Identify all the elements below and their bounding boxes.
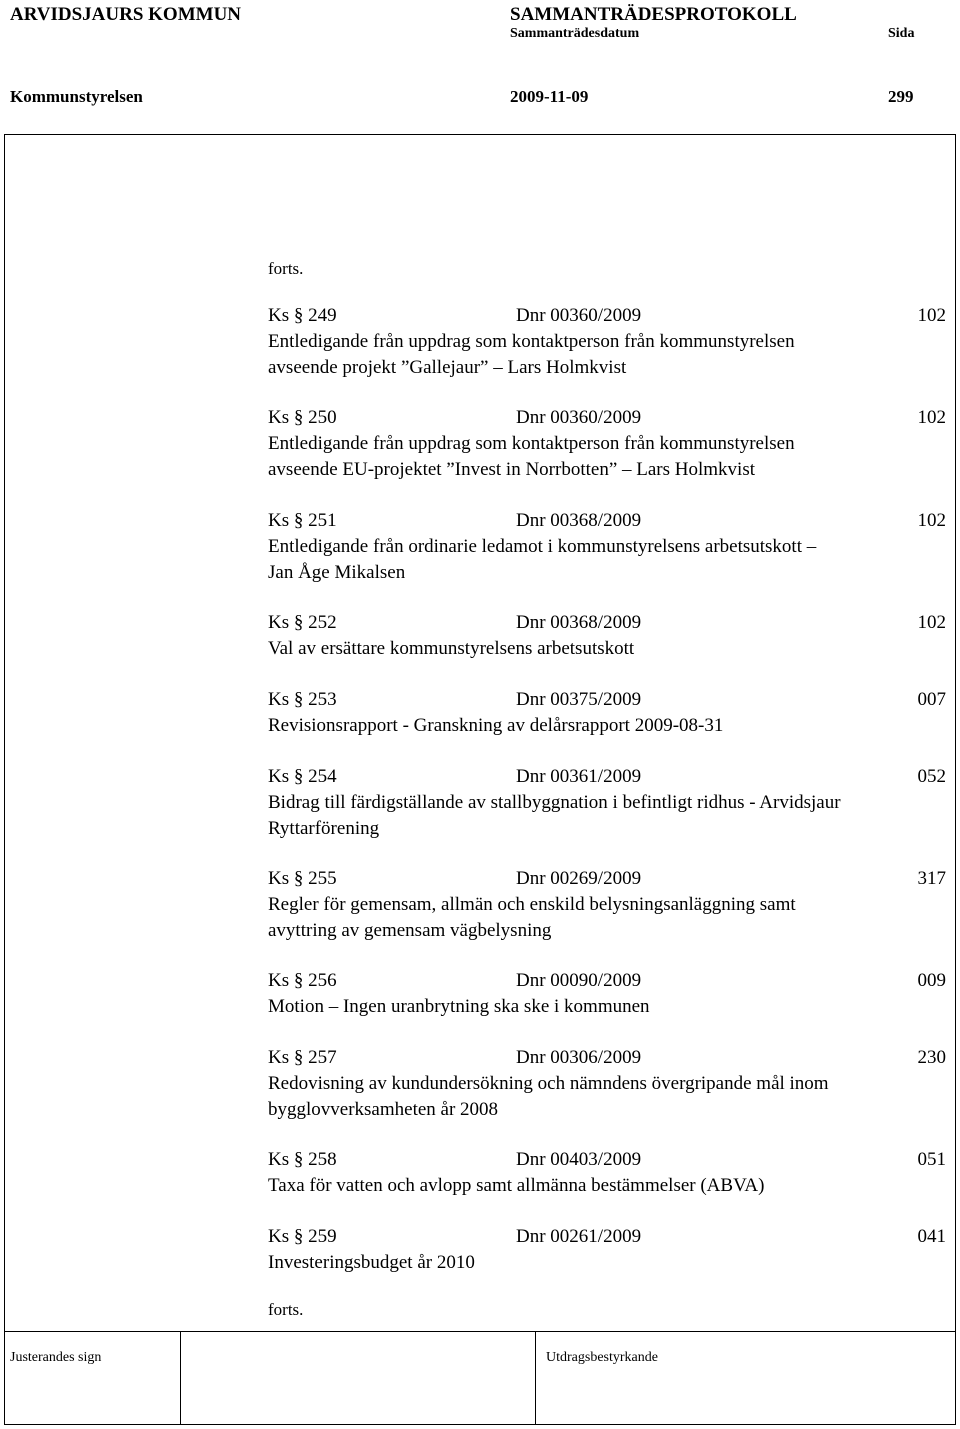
frame-top-border: [4, 134, 956, 135]
item-title: Entledigande från ordinarie ledamot i kommunstyrelsens arbetsutskott – Jan Åge Mikalsen: [268, 536, 817, 583]
paragraph-number: Ks § 258: [268, 1149, 337, 1170]
footer-column-divider-2: [535, 1331, 536, 1424]
case-number: Dnr 00375/2009: [516, 689, 642, 710]
classification-code: 102: [917, 407, 946, 428]
frame-right-border: [955, 134, 956, 1424]
agenda-item-255: [268, 866, 946, 944]
classification-code: 051: [917, 1149, 946, 1170]
committee-name: Kommunstyrelsen: [10, 87, 143, 106]
item-title: Entledigande från uppdrag som kontaktperson från kommunstyrelsen avseende projekt ”Gallejaur” – Lars Holmkvist: [268, 331, 795, 378]
meeting-date-label: Sammanträdesdatum: [510, 26, 640, 41]
classification-code: 102: [917, 510, 946, 531]
item-title: Revisionsrapport - Granskning av delårsrapport 2009-08-31: [268, 715, 724, 736]
case-number: Dnr 00261/2009: [516, 1226, 642, 1247]
paragraph-number: Ks § 256: [268, 970, 337, 991]
case-number: Dnr 00403/2009: [516, 1149, 642, 1170]
footer-divider: [4, 1331, 956, 1332]
paragraph-number: Ks § 252: [268, 612, 337, 633]
extract-certification-label: Utdragsbestyrkande: [546, 1350, 658, 1365]
item-title: Val av ersättare kommunstyrelsens arbetsutskott: [268, 638, 635, 659]
case-number: Dnr 00306/2009: [516, 1047, 642, 1068]
case-number: Dnr 00368/2009: [516, 510, 642, 531]
continued-note-top: forts.: [268, 259, 304, 278]
page-label: Sida: [888, 26, 915, 41]
case-number: Dnr 00360/2009: [516, 305, 642, 326]
classification-code: 317: [917, 868, 946, 889]
item-title: Regler för gemensam, allmän och enskild belysningsanläggning samt avyttring av gemensam vägbelysning: [268, 894, 796, 941]
case-number: Dnr 00269/2009: [516, 868, 642, 889]
organization-name: ARVIDSJAURS KOMMUN: [10, 4, 242, 25]
classification-code: 041: [917, 1226, 946, 1247]
paragraph-number: Ks § 253: [268, 689, 337, 710]
document-type: SAMMANTRÄDESPROTOKOLL: [510, 4, 797, 25]
agenda-item-250: [268, 405, 946, 483]
adjuster-signature-label: Justerandes sign: [10, 1350, 102, 1365]
classification-code: 007: [917, 689, 946, 710]
agenda-item-249: [268, 303, 946, 381]
paragraph-number: Ks § 254: [268, 766, 337, 787]
meeting-date: 2009-11-09: [510, 87, 589, 106]
page-number: 299: [888, 87, 914, 106]
continued-note-bottom: forts.: [268, 1300, 304, 1319]
agenda-item-251: [268, 508, 946, 586]
classification-code: 102: [917, 305, 946, 326]
classification-code: 102: [917, 612, 946, 633]
paragraph-number: Ks § 249: [268, 305, 337, 326]
item-title: Investeringsbudget år 2010: [268, 1252, 475, 1273]
paragraph-number: Ks § 251: [268, 510, 337, 531]
classification-code: 230: [917, 1047, 946, 1068]
item-title: Entledigande från uppdrag som kontaktperson från kommunstyrelsen avseende EU-projektet ”Invest in Norrbotten” – Lars Holmkvist: [268, 433, 795, 480]
agenda-item-258: [268, 1147, 946, 1199]
paragraph-number: Ks § 259: [268, 1226, 337, 1247]
footer-column-divider-1: [180, 1331, 181, 1424]
paragraph-number: Ks § 255: [268, 868, 337, 889]
agenda-item-254: [268, 764, 946, 842]
case-number: Dnr 00368/2009: [516, 612, 642, 633]
case-number: Dnr 00360/2009: [516, 407, 642, 428]
item-title: Motion – Ingen uranbrytning ska ske i kommunen: [268, 996, 650, 1017]
classification-code: 009: [917, 970, 946, 991]
item-title: Redovisning av kundundersökning och nämndens övergripande mål inom bygglovverksamheten år 2008: [268, 1073, 829, 1120]
paragraph-number: Ks § 250: [268, 407, 337, 428]
item-title: Bidrag till färdigställande av stallbyggnation i befintligt ridhus - Arvidsjaur Ryttarförening: [268, 792, 841, 839]
frame-left-border: [4, 134, 5, 1424]
classification-code: 052: [917, 766, 946, 787]
paragraph-number: Ks § 257: [268, 1047, 337, 1068]
agenda-item-252: [268, 610, 946, 662]
frame-bottom-border: [4, 1424, 956, 1425]
item-title: Taxa för vatten och avlopp samt allmänna bestämmelser (ABVA): [268, 1175, 765, 1196]
agenda-item-253: [268, 687, 946, 739]
agenda-item-257: [268, 1045, 946, 1123]
case-number: Dnr 00361/2009: [516, 766, 642, 787]
case-number: Dnr 00090/2009: [516, 970, 642, 991]
agenda-item-256: [268, 968, 946, 1020]
agenda-item-259: [268, 1224, 946, 1276]
